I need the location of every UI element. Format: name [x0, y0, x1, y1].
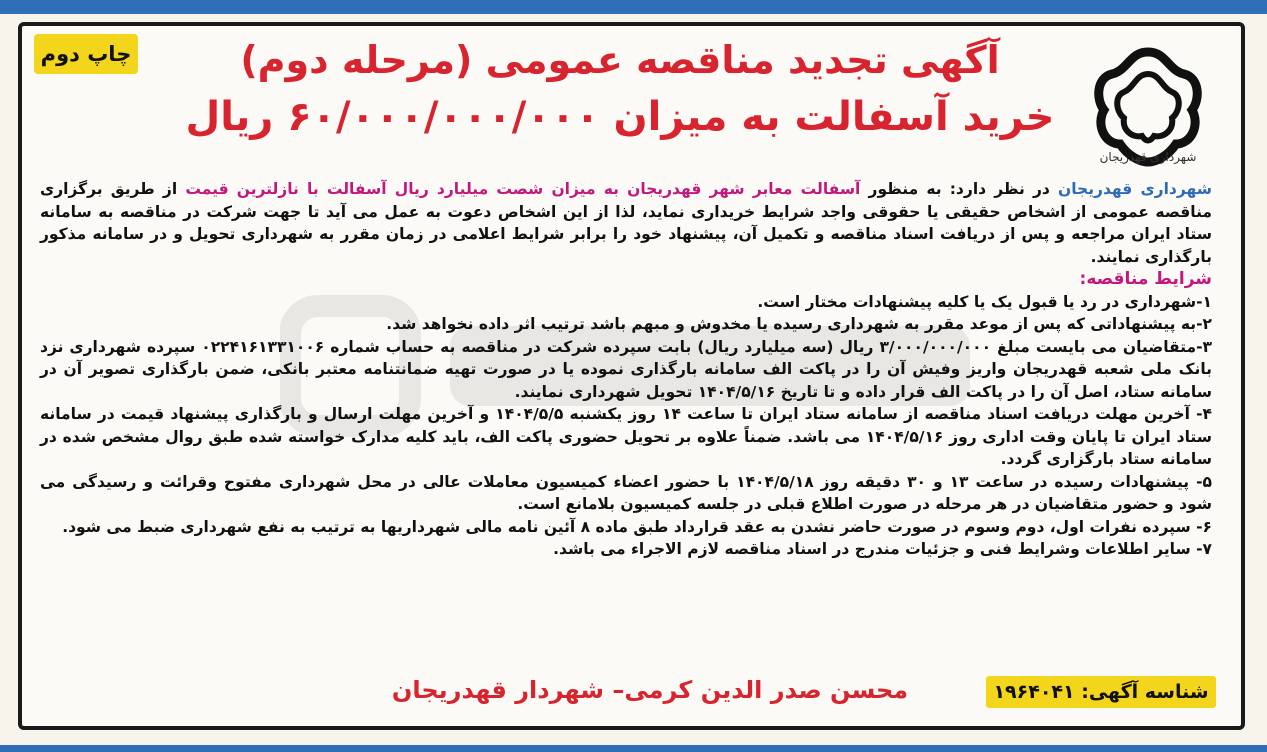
condition-item: ۷- سایر اطلاعات وشرایط فنی و جزئیات مندرج در اسناد مناقصه لازم الاجراء می باشد.: [553, 540, 1212, 558]
ad-id-box: [986, 676, 1216, 708]
ad-title: آگهی تجدید مناقصه عمومی (مرحله دوم): [240, 38, 1000, 82]
condition-item: ۶- سپرده نفرات اول، دوم وسوم در صورت حاضر نشدن به عقد قرارداد طبق ماده ۸ آئین نامه مالی شهرداریها به ترتیب به نفع شهرداری ضبط می شود.: [62, 517, 1212, 536]
ad-subtitle: خرید آسفالت به میزان ۶۰/۰۰۰/۰۰۰/۰۰۰ ریال: [185, 94, 1055, 140]
intro-highlight: آسفالت معابر شهر قهدریجان به میزان شصت میلیارد ریال آسفالت با نازلترین قیمت: [185, 180, 861, 198]
condition-item: ۴- آخرین مهلت دریافت اسناد مناقصه از سامانه ستاد ایران تا ساعت ۱۴ روز یکشنبه ۱۴۰۴/۵/۵ و آخرین مهلت ارسال و بارگذاری پیشنهاد قیمت در سامانه ستاد ایران تا پایان وقت اداری روز ۱۴۰۴/۵/۱۶ می باشد. ضمناً علاوه بر تحویل حضوری پاکت الف، باید کلیه مدارک خواسته شده طبق روال مشخص شده در سامانه ستاد بارگزاری گردد.: [40, 405, 1212, 468]
condition-item: ۳-متقاضیان می بایست مبلغ ۳/۰۰۰/۰۰۰/۰۰۰ ریال (سه میلیارد ریال) بابت سپرده شرکت در مناقصه به حساب شماره ۰۲۲۴۱۶۱۳۳۱۰۰۶ سپرده شهرداری نزد بانک ملی شعبه قهدریجان واریز وفیش آن را در پاکت الف سامانه بارگذاری نموده یا در صورت تهیه ضمانتنامه معتبر بانکی، ضمن بارگذاری تصویر آن در سامانه ستاد، اصل آن را در پاکت الف قرار داده و تا تاریخ ۱۴۰۴/۵/۱۶ تحویل شهرداری نمایند.: [40, 337, 1212, 401]
ad-body: [40, 178, 1212, 561]
signature: محسن صدر الدین کرمی– شهردار قهدریجان: [391, 676, 909, 704]
ad-id: شناسه آگهی: ۱۹۶۴۰۴۱: [993, 681, 1209, 703]
second-print-badge: [34, 34, 138, 74]
bottom-decor-bar: [0, 745, 1267, 752]
intro-text-2: از طریق برگزاری مناقصه عمومی از اشخاص حقیقی یا حقوقی واجد شرایط خریداری نماید، لذا از این اشخاص دعوت به عمل می آید تا جهت شرکت در مناقصه به سامانه ستاد ایران مراجعه و پس از دریافت اسناد مناقصه و تکمیل آن، پیشنهاد خود را برابر شرایط اعلامی در زمان مقرر به شهرداری تحویل و در سامانه مذکور بارگذاری نمایند.: [40, 180, 1212, 266]
condition-item: ۲-به پیشنهاداتی که پس از موعد مقرر به شهرداری رسیده یا مخدوش و مبهم باشد ترتیب اثر داده نخواهد شد.: [386, 315, 1212, 333]
intro-text-1: در نظر دارد: به منظور: [860, 180, 1058, 198]
logo-caption: شهرداری قهدریجان: [1099, 150, 1197, 164]
condition-item: ۱-شهرداری در رد یا قبول یک یا کلیه پیشنهادات مختار است.: [757, 292, 1212, 311]
condition-item: ۵- پیشنهادات رسیده در ساعت ۱۳ و ۳۰ دقیقه روز ۱۴۰۴/۵/۱۸ با حضور اعضاء کمیسیون معاملات عالی در محل شهرداری مفتوح وقرائت و رسیدگی می شود و حضور متقاضیان در هر مرحله در صورت اطلاع قبلی در جلسه کمیسیون بلامانع است.: [40, 472, 1212, 513]
conditions-title: شرایط مناقصه:: [1079, 269, 1212, 289]
badge-label: چاپ دوم: [40, 42, 132, 66]
intro-paragraph: [40, 178, 1212, 268]
org-name: شهرداری قهدریجان: [1058, 180, 1212, 198]
ad-footer: [40, 676, 1216, 712]
top-decor-bar: [0, 0, 1267, 14]
